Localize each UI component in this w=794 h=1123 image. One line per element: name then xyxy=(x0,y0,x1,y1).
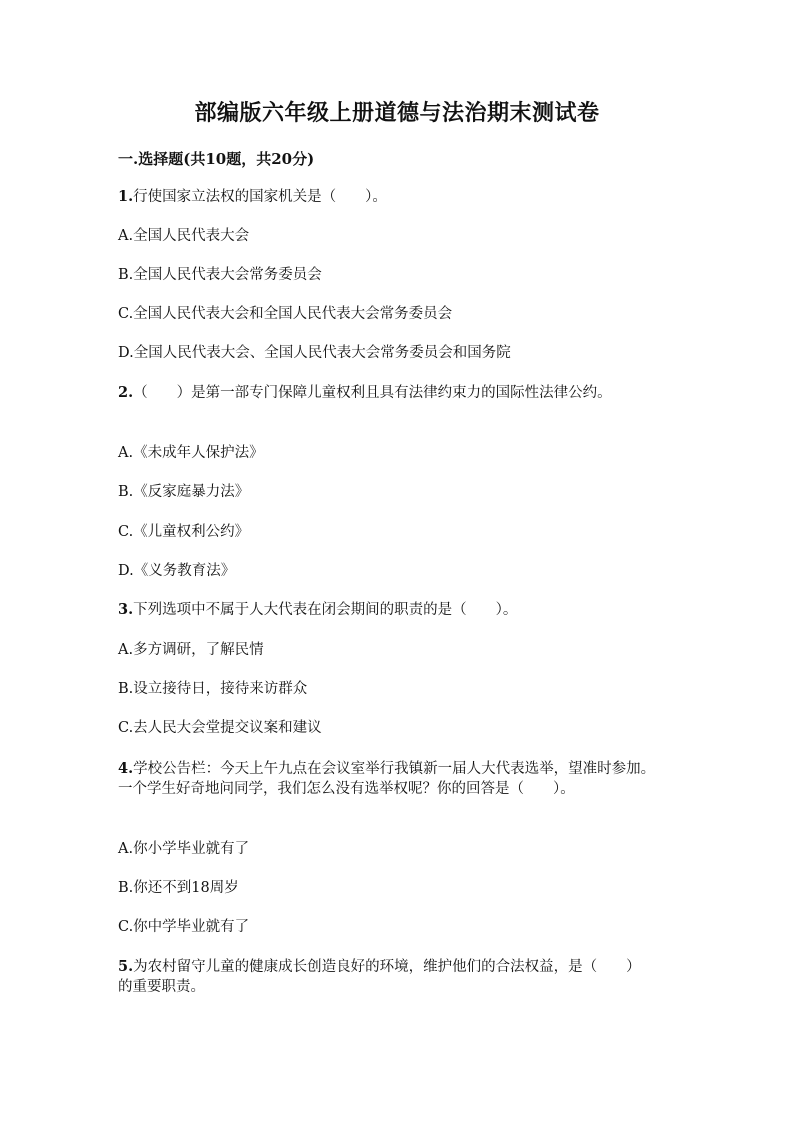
option-4c: C.你中学毕业就有了 xyxy=(118,919,250,935)
question-stem: 行使国家立法权的国家机关是（ ）。 xyxy=(133,189,387,205)
question-number: 4. xyxy=(118,760,134,777)
option-3c: C.去人民大会堂提交议案和建议 xyxy=(118,720,322,736)
option-2d: D.《义务教育法》 xyxy=(118,563,236,579)
page-title: 部编版六年级上册道德与法治期末测试卷 xyxy=(194,100,600,126)
option-1c: C.全国人民代表大会和全国人民代表大会常务委员会 xyxy=(118,306,453,322)
question-number: 2. xyxy=(118,384,134,401)
question-4 xyxy=(118,759,666,799)
option-4b: B.你还不到18周岁 xyxy=(118,880,239,896)
option-4a: A.你小学毕业就有了 xyxy=(118,841,250,857)
option-3b: B.设立接待日，接待来访群众 xyxy=(118,681,308,697)
option-1b: B.全国人民代表大会常务委员会 xyxy=(118,267,322,283)
question-number: 5. xyxy=(118,958,134,975)
question-5 xyxy=(118,957,638,997)
option-2a: A.《未成年人保护法》 xyxy=(118,445,264,461)
question-3 xyxy=(118,600,678,620)
question-2 xyxy=(118,383,683,403)
section-heading: 一.选择题(共10题，共20分) xyxy=(118,150,315,168)
question-stem: 下列选项中不属于人大代表在闭会期间的职责的是（ ）。 xyxy=(133,602,518,618)
question-stem: 为农村留守儿童的健康成长创造良好的环境，维护他们的合法权益，是（ ）的重要职责。 xyxy=(118,959,634,995)
option-1a: A.全国人民代表大会 xyxy=(118,228,250,244)
question-number: 1. xyxy=(118,188,134,205)
question-1 xyxy=(118,187,678,207)
question-number: 3. xyxy=(118,601,134,618)
option-1d: D.全国人民代表大会、全国人民代表大会常务委员会和国务院 xyxy=(118,345,511,361)
question-stem: 学校公告栏：今天上午九点在会议室举行我镇新一届人大代表选举，望准时参加。一个学生好奇地问同学，我们怎么没有选举权呢？你的回答是（ ）。 xyxy=(118,761,656,797)
question-stem: （ ）是第一部专门保障儿童权利且具有法律约束力的国际性法律公约。 xyxy=(133,385,612,401)
option-2b: B.《反家庭暴力法》 xyxy=(118,484,250,500)
option-2c: C.《儿童权利公约》 xyxy=(118,524,250,540)
option-3a: A.多方调研，了解民情 xyxy=(118,642,264,658)
